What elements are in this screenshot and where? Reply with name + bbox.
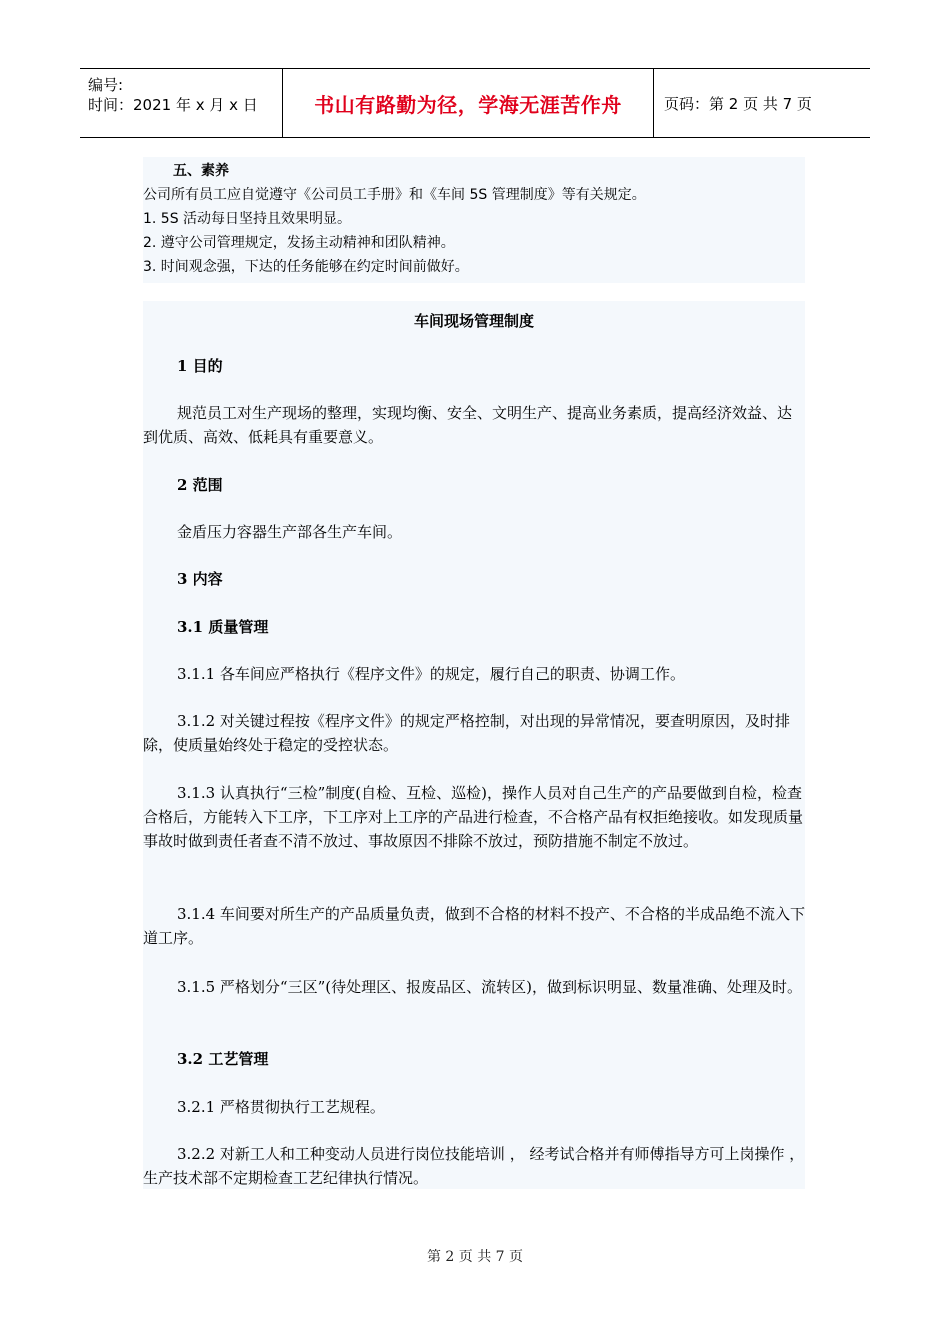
- paragraph-3-1-4: 3.1.4 车间要对所生产的产品质量负责，做到不合格的材料不投产、不合格的半成品绝不流入下道工序。: [143, 905, 805, 947]
- doc-title: 车间现场管理制度: [413, 312, 534, 330]
- paragraph-3-2-2: 3.2.2 对新工人和工种变动人员进行岗位技能培训 ， 经考试合格并有师傅指导方可上岗操作 ， 生产技术部不定期检查工艺纪律执行情况。: [143, 1145, 805, 1187]
- paragraph-3-2-1: 3.2.1 严格贯彻执行工艺规程。: [177, 1098, 385, 1116]
- paragraph-purpose: 规范员工对生产现场的整理，实现均衡、安全、文明生产、提高业务素质，提高经济效益、达到优质、高效、低耗具有重要意义。: [143, 404, 793, 446]
- workshop-management-doc: [143, 301, 805, 1189]
- header-meta: [80, 69, 282, 137]
- header-page-info: 页码：第 2 页 共 7 页: [664, 94, 812, 113]
- paragraph-3-1-1: 3.1.1 各车间应严格执行《程序文件》的规定，履行自己的职责、协调工作。: [177, 665, 685, 683]
- paragraph-3-1-2: 3.1.2 对关键过程按《程序文件》的规定严格控制，对出现的异常情况，要查明原因，及时排除，使质量始终处于稳定的受控状态。: [143, 712, 790, 754]
- paragraph-3-1-3: 3.1.3 认真执行“三检”制度(自检、互检、巡检)，操作人员对自己生产的产品要做到自检，检查合格后，方能转入下工序，下工序对上工序的产品进行检查，不合格产品有权拒绝接收。如发现质量事故时做到责任者查不清不放过、事故原因不排除不放过，预防措施不制定不放过。: [143, 784, 804, 850]
- heading-quality: 3.1 质量管理: [177, 618, 269, 636]
- heading-purpose: 1 目的: [177, 357, 223, 375]
- page-footer: 第 2 页 共 7 页: [426, 1249, 524, 1265]
- heading-content: 3 内容: [177, 570, 223, 588]
- section-title: 五、素养: [173, 163, 229, 179]
- paragraph-scope: 金盾压力容器生产部各生产车间。: [177, 523, 403, 541]
- document-time: 时间：2021 年 x 月 x 日: [88, 96, 258, 114]
- page-header: [80, 68, 870, 138]
- section-line: 2. 遵守公司管理规定，发扬主动精神和团队精神。: [143, 235, 455, 251]
- section-literacy: [143, 157, 805, 283]
- header-motto: 书山有路勤为径，学海无涯苦作舟: [282, 69, 654, 137]
- section-line: 公司所有员工应自觉遵守《公司员工手册》和《车间 5S 管理制度》等有关规定。: [143, 187, 646, 203]
- heading-process: 3.2 工艺管理: [177, 1050, 269, 1068]
- section-line: 3. 时间观念强，下达的任务能够在约定时间前做好。: [143, 259, 469, 275]
- document-number-label: 编号:: [88, 76, 124, 94]
- heading-scope: 2 范围: [177, 476, 223, 494]
- section-line: 1. 5S 活动每日坚持且效果明显。: [143, 211, 352, 227]
- paragraph-3-1-5: 3.1.5 严格划分“三区”(待处理区、报废品区、流转区)，做到标识明显、数量准确、处理及时。: [177, 978, 802, 996]
